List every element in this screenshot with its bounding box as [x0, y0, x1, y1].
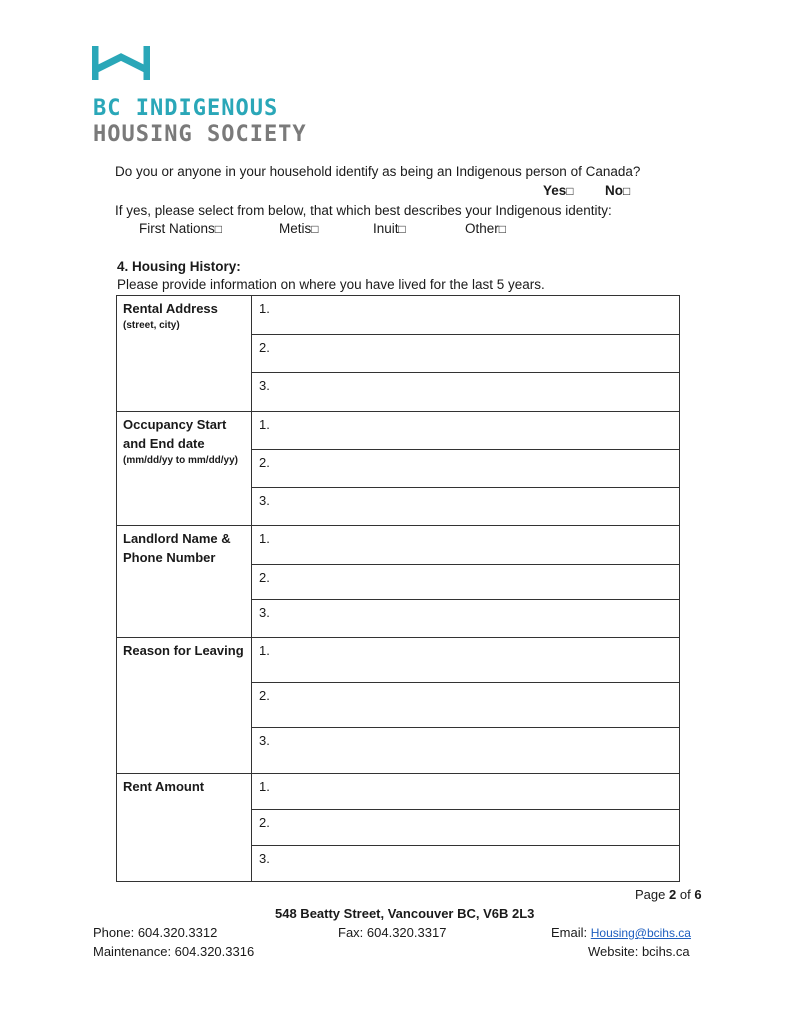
row-label: Reason for Leaving [123, 643, 244, 658]
reason-field-2[interactable]: 2. [252, 683, 680, 728]
option-inuit[interactable] [373, 221, 406, 236]
email-link[interactable]: Housing@bcihs.ca [590, 926, 691, 940]
footer-website: Website: bcihs.ca [588, 944, 690, 959]
table-row [117, 526, 680, 565]
rental-address-field-3[interactable]: 3. [252, 373, 680, 412]
option-label: Other [465, 221, 499, 236]
reason-label-cell [117, 638, 252, 774]
table-row [117, 774, 680, 810]
no-label: No [605, 183, 623, 198]
page-prefix: Page [635, 887, 666, 902]
option-checkbox[interactable]: □ [214, 222, 223, 236]
table-row [117, 638, 680, 683]
reason-field-1[interactable]: 1. [252, 638, 680, 683]
landlord-field-3[interactable]: 3. [252, 600, 680, 638]
table-row [117, 412, 680, 450]
rent-field-2[interactable]: 2. [252, 810, 680, 846]
logo-mark-icon [92, 44, 150, 82]
occupancy-field-1[interactable]: 1. [252, 412, 680, 450]
no-checkbox[interactable]: □ [623, 184, 631, 198]
option-checkbox[interactable]: □ [311, 222, 319, 236]
no-option[interactable] [605, 183, 630, 198]
row-label: Landlord Name & Phone Number [123, 531, 231, 565]
page-current: 2 [669, 887, 677, 902]
housing-heading: 4. Housing History: [117, 259, 241, 274]
footer-maintenance: Maintenance: 604.320.3316 [93, 944, 255, 959]
option-first-nations[interactable] [139, 221, 222, 236]
rent-label-cell [117, 774, 252, 882]
yes-label: Yes [543, 183, 567, 198]
footer-phone: Phone: 604.320.3312 [93, 925, 218, 940]
occupancy-field-2[interactable]: 2. [252, 450, 680, 488]
yes-checkbox[interactable]: □ [566, 184, 574, 198]
footer-email [551, 925, 691, 940]
option-checkbox[interactable]: □ [398, 222, 406, 236]
row-label: Occupancy Start and End date [123, 417, 227, 451]
identity-question: Do you or anyone in your household identify as being an Indigenous person of Canada? [115, 164, 641, 179]
rental-address-label-cell [117, 296, 252, 412]
page-total: 6 [694, 887, 702, 902]
landlord-field-1[interactable]: 1. [252, 526, 680, 565]
landlord-label-cell [117, 526, 252, 638]
yes-option[interactable] [543, 183, 574, 198]
option-checkbox[interactable]: □ [498, 222, 507, 236]
email-label: Email: [551, 925, 588, 940]
occupancy-label-cell [117, 412, 252, 526]
footer-fax: Fax: 604.320.3317 [338, 925, 447, 940]
option-label: First Nations [139, 221, 215, 236]
page-of: of [679, 887, 691, 902]
option-other[interactable] [465, 221, 506, 236]
identity-followup: If yes, please select from below, that which best describes your Indigenous identity: [115, 203, 612, 218]
rental-address-field-1[interactable]: 1. [252, 296, 680, 335]
row-sublabel: (mm/dd/yy to mm/dd/yy) [123, 455, 239, 466]
table-row [117, 296, 680, 335]
footer-address: 548 Beatty Street, Vancouver BC, V6B 2L3 [275, 906, 535, 921]
rental-address-field-2[interactable]: 2. [252, 335, 680, 373]
housing-intro: Please provide information on where you have lived for the last 5 years. [117, 277, 545, 292]
logo-text-line1: BC INDIGENOUS [93, 96, 279, 121]
housing-history-table [116, 295, 680, 882]
option-label: Inuit [373, 221, 399, 236]
occupancy-field-3[interactable]: 3. [252, 488, 680, 526]
rent-field-3[interactable]: 3. [252, 846, 680, 882]
row-sublabel: (street, city) [123, 320, 180, 331]
row-label: Rental Address [123, 301, 218, 316]
page-number [635, 887, 702, 902]
row-label: Rent Amount [123, 779, 205, 794]
reason-field-3[interactable]: 3. [252, 728, 680, 774]
landlord-field-2[interactable]: 2. [252, 565, 680, 600]
option-label: Metis [279, 221, 312, 236]
rent-field-1[interactable]: 1. [252, 774, 680, 810]
logo-text-line2: HOUSING SOCIETY [93, 122, 307, 147]
option-metis[interactable] [279, 221, 319, 236]
